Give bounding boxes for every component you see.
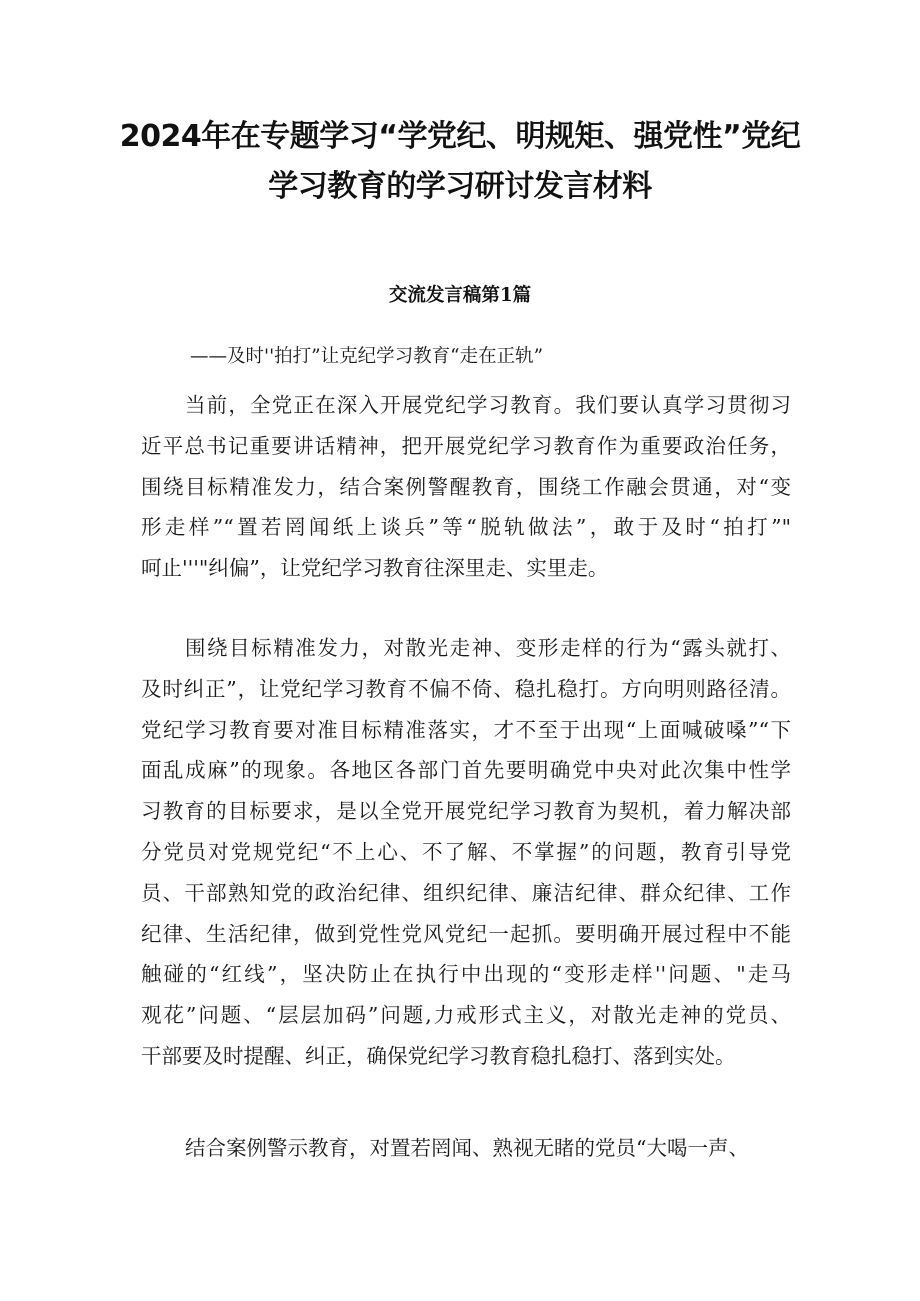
paragraph-1 bbox=[141, 385, 791, 589]
paragraph-line: 员、干部熟知党的政治纪律、组织纪律、廉洁纪律、群众纪律、工作 bbox=[141, 880, 791, 905]
paragraph-line: 习教育的目标要求，是以全党开展党纪学习教育为契机，着力解决部 bbox=[141, 799, 791, 824]
section-heading: 交流发言稿第1篇 bbox=[388, 285, 532, 306]
section-subtitle: ——及时''拍打”让克纪学习教育“走在正轨” bbox=[190, 346, 544, 367]
paragraph-line: 围绕目标精准发力，对散光走神、变形走样的行为“露头就打、 bbox=[185, 636, 791, 660]
paragraph-line: 呵止'''"纠偏”，让党纪学习教育往深里走、实里走。 bbox=[141, 556, 609, 581]
title-line: 学习教育的学习研讨发言材料 bbox=[268, 169, 652, 204]
paragraph-line: 触碰的“红线”，坚决防止在执行中出现的“变形走样''问题、"走马 bbox=[141, 962, 791, 987]
paragraph-line: 干部要及时提醒、纠正，确保党纪学习教育稳扎稳打、落到实处。 bbox=[141, 1043, 736, 1068]
paragraph-line: 当前，全党正在深入开展党纪学习教育。我们要认真学习贯彻习 bbox=[185, 393, 791, 417]
paragraph-2 bbox=[141, 628, 791, 1077]
paragraph-line: 围绕目标精准发力，结合案例警醒教育，围绕工作融会贯通，对“变 bbox=[141, 474, 791, 499]
paragraph-line: 近平总书记重要讲话精神，把开展党纪学习教育作为重要政治任务， bbox=[141, 433, 791, 458]
paragraph-line: 面乱成麻”的现象。各地区各部门首先要明确党中央对此次集中性学 bbox=[141, 758, 791, 783]
title-line: 2024年在专题学习“学党纪、明规矩、强党性”党纪 bbox=[119, 119, 801, 154]
paragraph-3 bbox=[141, 1128, 791, 1169]
paragraph-line: 观花”问题、“层层加码”问题,力戒形式主义，对散光走神的党员、 bbox=[141, 1003, 791, 1028]
document-title bbox=[100, 112, 820, 212]
paragraph-line: 党纪学习教育要对准目标精准落实，才不至于出现“上面喊破嗓”“下 bbox=[141, 717, 791, 742]
paragraph-line: 纪律、生活纪律，做到党性党风党纪一起抓。要明确开展过程中不能 bbox=[141, 921, 791, 946]
paragraph-line: 分党员对党规党纪“不上心、不了解、不掌握”的问题，教育引导党 bbox=[141, 839, 791, 864]
paragraph-line: 形走样”“置若罔闻纸上谈兵”等“脱轨做法”，敢于及时“拍打”" bbox=[141, 515, 791, 540]
paragraph-line: 及时纠正”，让党纪学习教育不偏不倚、稳扎稳打。方向明则路径清。 bbox=[141, 676, 791, 701]
paragraph-line: 结合案例警示教育，对置若罔闻、熟视无睹的党员“大喝一声、 bbox=[185, 1136, 749, 1160]
